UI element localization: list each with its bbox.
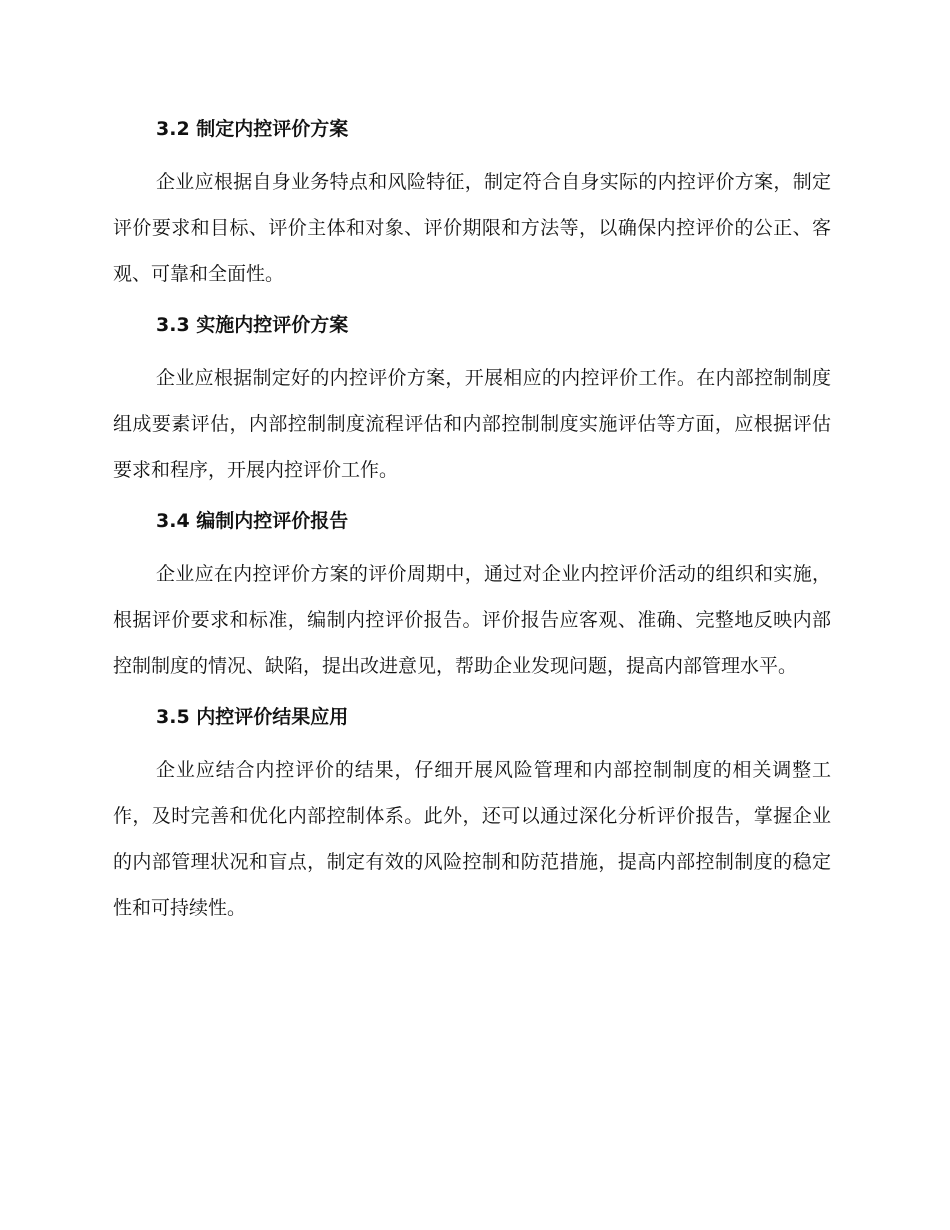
section-heading: 3.3 实施内控评价方案	[156, 314, 349, 336]
section-heading: 3.4 编制内控评价报告	[156, 510, 349, 532]
document-content	[113, 112, 831, 942]
section-3-3	[113, 308, 831, 493]
section-paragraph: 企业应结合内控评价的结果，仔细开展风险管理和内部控制制度的相关调整工作，及时完善和优化内部控制体系。此外，还可以通过深化分析评价报告，掌握企业的内部管理状况和盲点，制定有效的风险控制和防范措施，提高内部控制制度的稳定性和可持续性。	[113, 759, 831, 919]
section-3-2	[113, 112, 831, 297]
section-3-5	[113, 700, 831, 931]
section-3-4	[113, 504, 831, 689]
section-heading: 3.2 制定内控评价方案	[156, 118, 349, 140]
section-paragraph: 企业应根据自身业务特点和风险特征，制定符合自身实际的内控评价方案，制定评价要求和目标、评价主体和对象、评价期限和方法等，以确保内控评价的公正、客观、可靠和全面性。	[113, 171, 831, 285]
section-paragraph: 企业应根据制定好的内控评价方案，开展相应的内控评价工作。在内部控制制度组成要素评估，内部控制制度流程评估和内部控制制度实施评估等方面，应根据评估要求和程序，开展内控评价工作。	[113, 367, 831, 481]
section-heading: 3.5 内控评价结果应用	[156, 706, 349, 728]
section-paragraph: 企业应在内控评价方案的评价周期中，通过对企业内控评价活动的组织和实施，根据评价要求和标准，编制内控评价报告。评价报告应客观、准确、完整地反映内部控制制度的情况、缺陷，提出改进意见，帮助企业发现问题，提高内部管理水平。	[113, 563, 831, 677]
